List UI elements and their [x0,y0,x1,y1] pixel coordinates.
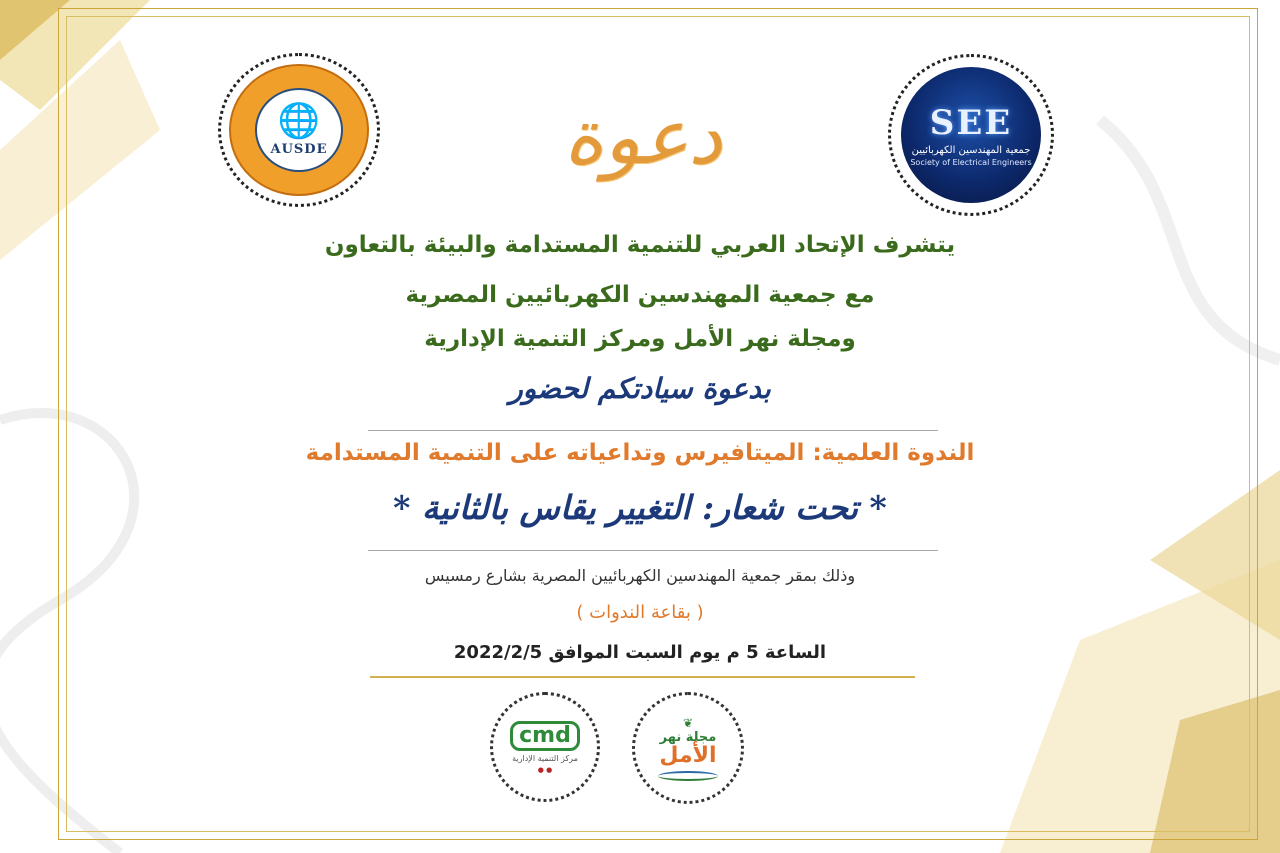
venue-text: وذلك بمقر جمعية المهندسين الكهربائيين المصرية بشارع رمسيس [424,566,856,585]
host-line-2: مع جمعية المهندسين الكهربائيين المصرية [405,282,875,308]
invite-line: بدعوة سيادتكم لحضور [509,372,771,405]
host-line-3: ومجلة نهر الأمل ومركز التنمية الإدارية [424,326,856,352]
nahr-alamal-line-1: مجلة نهر [659,729,717,745]
leaf-icon: ❦ [682,715,694,730]
nahr-alamal-logo-inner [643,703,733,793]
seminar-topic: الندوة العلمية: الميتافيرس وتداعياته على التنمية المستدامة [305,440,975,466]
divider-bottom [368,550,938,551]
certification-marks-icon: ● ● [537,765,553,774]
seminar-slogan: * تحت شعار: التغيير يقاس بالثانية * [393,488,887,527]
globe-icon: 🌐 [277,100,321,141]
cmd-logo [490,692,600,802]
ausde-logo [218,53,380,207]
invitation-title: دعوة [563,91,723,181]
host-line-1: يتشرف الإتحاد العربي للتنمية المستدامة والبيئة بالتعاون [324,232,956,258]
ausde-acronym: AUSDE [270,141,328,157]
nahr-alamal-line-2: الأمل [659,742,717,768]
see-logo [888,54,1054,216]
ausde-logo-core [255,88,343,172]
cmd-logo-inner [501,703,589,791]
cmd-arabic-name: مركز التنمية الإدارية [512,753,578,763]
gold-divider [370,676,915,678]
see-arabic-name: جمعية المهندسين الكهربائيين [911,145,1031,156]
see-acronym: SEE [929,103,1013,143]
hall-text: ( بقاعة الندوات ) [576,602,704,623]
nahr-alamal-logo [632,692,744,804]
divider-top [368,430,938,431]
date-time-text: الساعة 5 م يوم السبت الموافق 2022/2/5 [453,642,827,663]
see-logo-core [901,67,1041,203]
cmd-acronym: cmd [510,721,580,751]
river-waves-icon [658,771,718,781]
see-english-name: Society of Electrical Engineers [910,158,1032,167]
